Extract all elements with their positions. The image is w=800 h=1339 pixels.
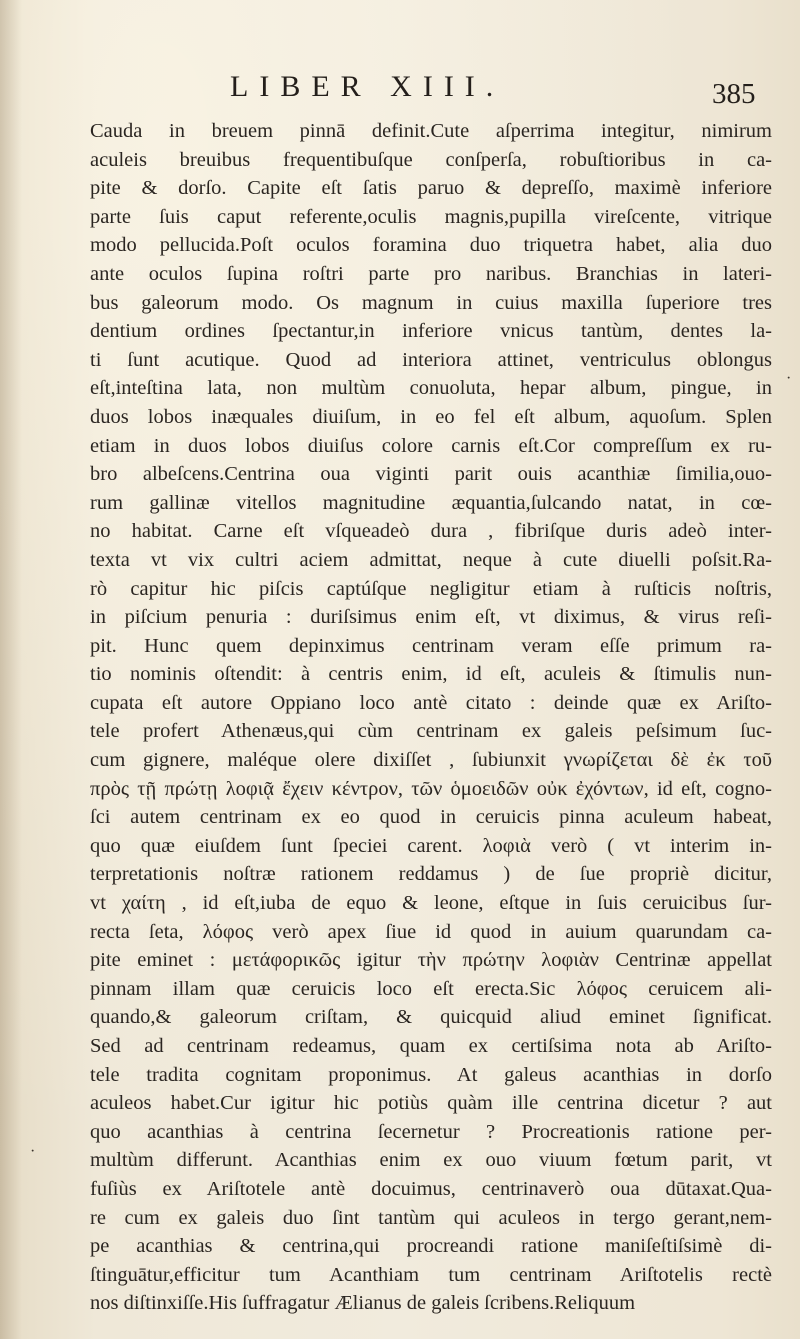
text-line: aculeis breuibus frequentibuſque conſperſa, robuſtioribus in ca-: [90, 148, 772, 171]
text-line: ſci autem centrinam ex eo quod in ceruicis pinna aculeum habeat,: [90, 806, 772, 829]
text-line: tio nominis oſtendit: à centris enim, id eſt, aculeis & ſtimulis nun-: [90, 663, 772, 686]
page-number: 385: [712, 78, 756, 110]
text-line: ti ſunt acutique. Quod ad interiora attinet, ventriculus oblongus: [90, 348, 772, 371]
text-line: cupata eſt autore Oppiano loco antè citato : deinde quæ ex Ariſto-: [90, 691, 772, 714]
margin-mark: ·: [786, 370, 792, 387]
text-line: texta vt vix cultri aciem admittat, neque à cute diuelli poſsit.Ra-: [90, 548, 772, 571]
text-line: ſtinguātur,efficitur tum Acanthiam tum centrinam Ariſtotelis rectè: [90, 1263, 772, 1286]
margin-mark: ·: [30, 1143, 36, 1160]
text-line: rò capitur hic piſcis captúſque negligitur etiam à ruſticis noſtris,: [90, 577, 772, 600]
text-line: pe acanthias & centrina,qui procreandi ratione maniſeſtiſsimè di-: [90, 1235, 772, 1258]
body-text: [90, 117, 790, 1318]
text-line: pinnam illam quæ ceruicis loco eſt erecta.Sic λόφος ceruicem ali-: [90, 977, 772, 1000]
text-line: vt χαίτη , id eſt,iuba de equo & leone, eſtque in ſuis ceruicibus ſur-: [90, 892, 772, 915]
text-line: bus galeorum modo. Os magnum in cuius maxilla ſuperiore tres: [90, 291, 772, 314]
text-line: recta ſeta, λόφος verò apex ſiue id quod in auium quarundam ca-: [90, 920, 772, 943]
text-line: quo acanthias à centrina ſecernetur ? Procreationis ratione per-: [90, 1120, 772, 1143]
text-line: dentium ordines ſpectantur,in inferiore vnicus tantùm, dentes la-: [90, 320, 772, 343]
text-line: no habitat. Carne eſt vſqueadeò dura , fibriſque duris adeò inter-: [90, 520, 772, 543]
text-line: modo pellucida.Poſt oculos foramina duo triquetra habet, alia duo: [90, 234, 772, 257]
text-line: ante oculos ſupina roſtri parte pro naribus. Branchias in lateri-: [90, 262, 772, 285]
text-line: Sed ad centrinam redeamus, quam ex certiſsima nota ab Ariſto-: [90, 1035, 772, 1057]
text-line: πρὸς τῇ πρώτῃ λοφιᾷ ἔχειν κέντρον, τῶν ὁμοειδῶν οὐκ ἐχόντων, id eſt, cogno-: [90, 777, 772, 800]
page-header: [0, 70, 800, 110]
gutter-shadow: [0, 0, 22, 1339]
text-line: tele tradita cognitam proponimus. At galeus acanthias in dorſo: [90, 1063, 772, 1086]
text-line: multùm differunt. Acanthias enim ex ouo viuum fœtum parit, vt: [90, 1149, 772, 1172]
text-line: nos diſtinxiſſe.His ſuffragatur Ælianus de galeis ſcribens.Reliquum: [90, 1292, 636, 1315]
text-line: bro albeſcens.Centrina oua viginti parit ouis acanthiæ ſimilia,ouo-: [90, 463, 772, 486]
text-line: parte ſuis caput referente,oculis magnis,pupilla vireſcente, vitrique: [90, 205, 772, 228]
text-line: in piſcium penuria : duriſsimus enim eſt, vt diximus, & virus reſi-: [90, 606, 772, 629]
text-line: etiam in duos lobos diuiſus colore carnis eſt.Cor compreſſum ex ru-: [90, 434, 772, 457]
running-title: LIBER XIII.: [230, 70, 505, 103]
text-line: pite eminet : μετάφορικῶς igitur τὴν πρώτην λοφιὰν Centrinæ appellat: [90, 949, 772, 972]
text-line: quando,& galeorum criſtam, & quicquid aliud eminet ſignificat.: [90, 1006, 772, 1029]
text-line: tele profert Athenæus,qui cùm centrinam ex galeis peſsimum ſuc-: [90, 720, 772, 743]
text-line: re cum ex galeis duo ſint tantùm qui aculeos in tergo gerant,nem-: [90, 1206, 772, 1229]
text-line: Cauda in breuem pinnā definit.Cute aſperrima integitur, nimirum: [90, 120, 772, 142]
text-line: rum gallinæ vitellos magnitudine æquantia,ſulcando natat, in cœ-: [90, 491, 772, 514]
text-line: terpretationis noſtræ rationem reddamus ) de ſue propriè dicitur,: [90, 863, 772, 886]
text-line: pit. Hunc quem depinximus centrinam veram eſſe primum ra-: [90, 634, 772, 657]
text-line: pite & dorſo. Capite eſt ſatis paruo & depreſſo, maximè inferiore: [90, 177, 772, 200]
text-line: duos lobos inæquales diuiſum, in eo fel eſt album, aquoſum. Splen: [90, 405, 772, 428]
text-line: eſt,inteſtina lata, non multùm conuoluta, hepar album, pingue, in: [90, 377, 772, 400]
text-line: aculeos habet.Cur igitur hic potiùs quàm ille centrina dicetur ? aut: [90, 1092, 772, 1115]
text-line: quo quæ eiuſdem ſunt ſpeciei carent. λοφιὰ verò ( vt interim in-: [90, 834, 772, 857]
text-line: fuſiùs ex Ariſtotele antè docuimus, centrinaverò oua dūtaxat.Qua-: [90, 1177, 772, 1200]
text-line: cum gignere, maléque olere dixiſſet , ſubiunxit γνωρίζεται δὲ ἐκ τοῦ: [90, 749, 772, 772]
